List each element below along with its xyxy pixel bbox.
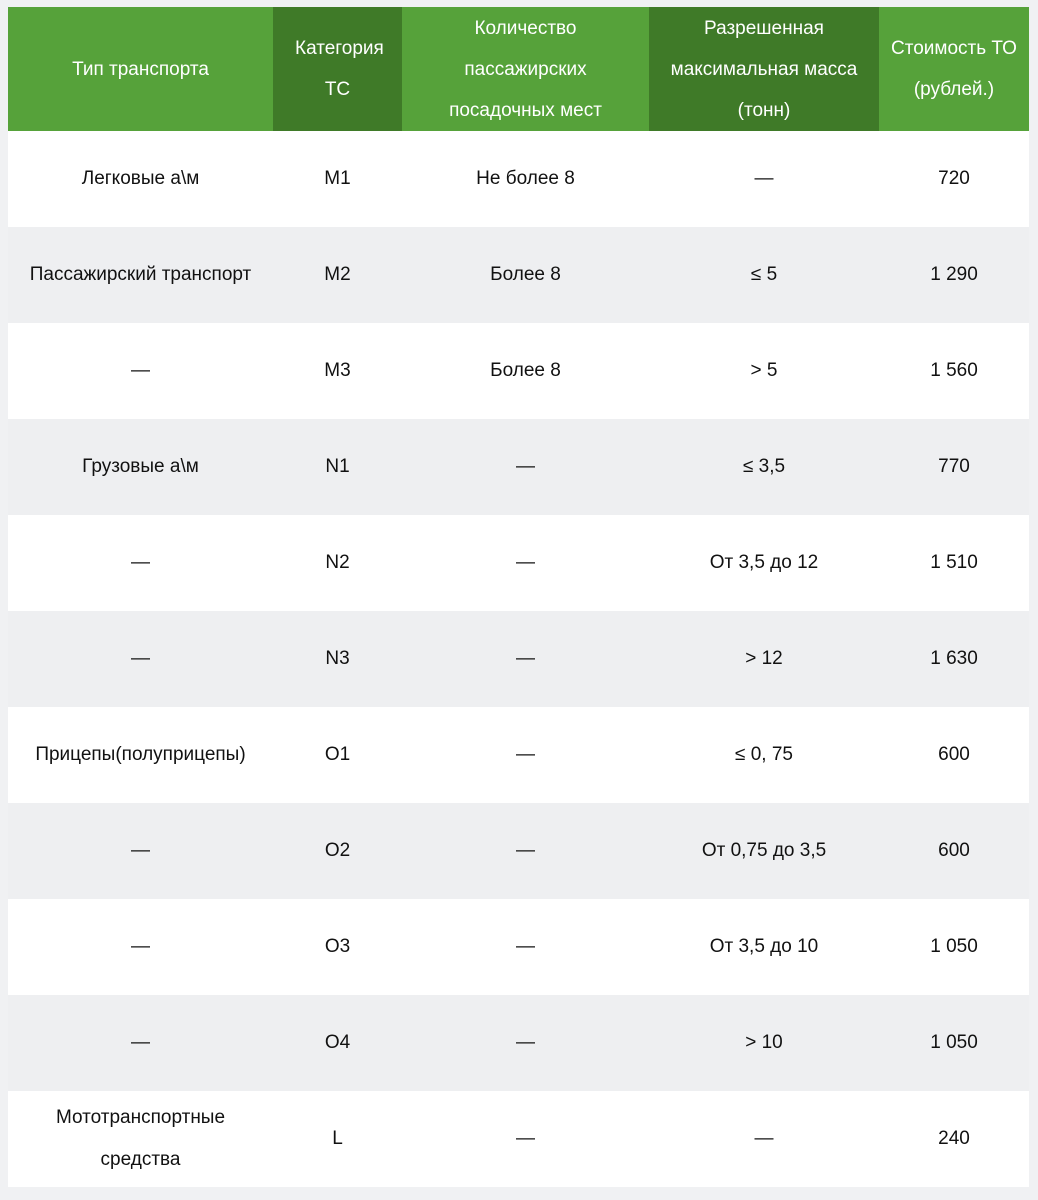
cell-cost: 720 <box>879 131 1029 227</box>
cell-vehicle-type: Мототранспортные средства <box>8 1091 273 1187</box>
cell-max-mass: > 12 <box>649 611 879 707</box>
cell-vehicle-type: — <box>8 323 273 419</box>
cell-seats: Более 8 <box>402 227 649 323</box>
cell-max-mass: ≤ 3,5 <box>649 419 879 515</box>
cell-max-mass: ≤ 5 <box>649 227 879 323</box>
cell-max-mass: От 3,5 до 12 <box>649 515 879 611</box>
cell-cost: 1 630 <box>879 611 1029 707</box>
cell-category: O3 <box>273 899 402 995</box>
table-row <box>8 803 1029 899</box>
table-row <box>8 227 1029 323</box>
cell-max-mass: — <box>649 131 879 227</box>
cell-vehicle-type: — <box>8 803 273 899</box>
cell-vehicle-type: — <box>8 515 273 611</box>
cell-category: M3 <box>273 323 402 419</box>
cell-vehicle-type: — <box>8 611 273 707</box>
inspection-cost-table-container <box>8 7 1029 1187</box>
header-passenger-seats: Количество пассажирских посадочных мест <box>402 7 649 131</box>
table-row <box>8 707 1029 803</box>
cell-category: L <box>273 1091 402 1187</box>
cell-cost: 1 050 <box>879 899 1029 995</box>
inspection-cost-table <box>8 7 1029 1187</box>
table-row <box>8 131 1029 227</box>
cell-seats: Более 8 <box>402 323 649 419</box>
cell-vehicle-type: Грузовые а\м <box>8 419 273 515</box>
table-row <box>8 995 1029 1091</box>
cell-category: N1 <box>273 419 402 515</box>
table-row <box>8 611 1029 707</box>
table-row <box>8 1091 1029 1187</box>
cell-vehicle-type: — <box>8 995 273 1091</box>
cell-cost: 1 290 <box>879 227 1029 323</box>
header-max-mass: Разрешенная максимальная масса (тонн) <box>649 7 879 131</box>
cell-vehicle-type: Легковые а\м <box>8 131 273 227</box>
cell-category: O4 <box>273 995 402 1091</box>
cell-category: M1 <box>273 131 402 227</box>
cell-cost: 600 <box>879 707 1029 803</box>
cell-seats: — <box>402 899 649 995</box>
table-header-row <box>8 7 1029 131</box>
cell-max-mass: — <box>649 1091 879 1187</box>
cell-cost: 1 560 <box>879 323 1029 419</box>
cell-cost: 770 <box>879 419 1029 515</box>
header-vehicle-type: Тип транспорта <box>8 7 273 131</box>
cell-seats: — <box>402 1091 649 1187</box>
cell-cost: 240 <box>879 1091 1029 1187</box>
cell-category: N2 <box>273 515 402 611</box>
cell-max-mass: От 0,75 до 3,5 <box>649 803 879 899</box>
cell-seats: — <box>402 803 649 899</box>
cell-seats: Не более 8 <box>402 131 649 227</box>
cell-vehicle-type: Пассажирский транспорт <box>8 227 273 323</box>
cell-category: O1 <box>273 707 402 803</box>
cell-seats: — <box>402 995 649 1091</box>
cell-cost: 1 050 <box>879 995 1029 1091</box>
header-inspection-cost: Стоимость ТО (рублей.) <box>879 7 1029 131</box>
cell-max-mass: > 5 <box>649 323 879 419</box>
cell-vehicle-type: — <box>8 899 273 995</box>
cell-seats: — <box>402 419 649 515</box>
table-row <box>8 899 1029 995</box>
cell-max-mass: ≤ 0, 75 <box>649 707 879 803</box>
header-vehicle-category: Категория ТС <box>273 7 402 131</box>
cell-cost: 1 510 <box>879 515 1029 611</box>
cell-category: M2 <box>273 227 402 323</box>
cell-seats: — <box>402 515 649 611</box>
cell-max-mass: > 10 <box>649 995 879 1091</box>
cell-seats: — <box>402 707 649 803</box>
cell-category: O2 <box>273 803 402 899</box>
table-row <box>8 419 1029 515</box>
table-row <box>8 515 1029 611</box>
cell-seats: — <box>402 611 649 707</box>
cell-category: N3 <box>273 611 402 707</box>
table-row <box>8 323 1029 419</box>
cell-cost: 600 <box>879 803 1029 899</box>
cell-max-mass: От 3,5 до 10 <box>649 899 879 995</box>
cell-vehicle-type: Прицепы(полуприцепы) <box>8 707 273 803</box>
